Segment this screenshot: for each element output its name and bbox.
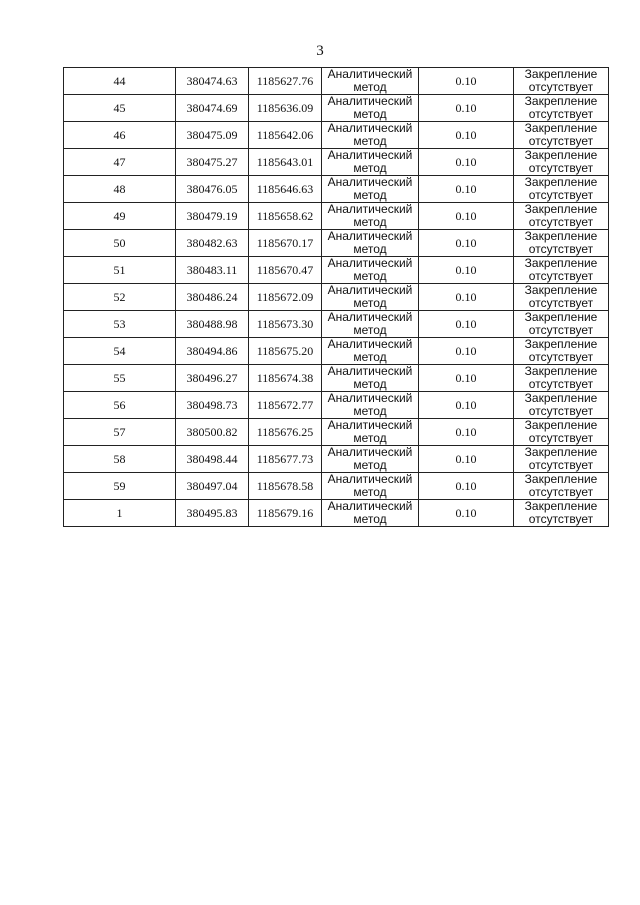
fixation-line-2: отсутствует: [528, 431, 594, 445]
fixation-line-1: Закрепление: [524, 148, 598, 162]
precision-cell: 0.10: [419, 257, 514, 284]
coordinates-table: [63, 67, 609, 527]
fixation-line-1: Закрепление: [524, 364, 598, 378]
fixation-line-2: отсутствует: [528, 134, 594, 148]
x-coordinate-cell: 380475.09: [176, 122, 249, 149]
fixation-line-2: отсутствует: [528, 404, 594, 418]
method-cell: [322, 311, 419, 338]
y-coordinate-cell: 1185670.17: [249, 230, 322, 257]
method-cell: [322, 419, 419, 446]
method-line-1: Аналитический: [327, 175, 413, 189]
fixation-line-1: Закрепление: [524, 391, 598, 405]
fixation-line-1: Закрепление: [524, 499, 598, 513]
point-number-cell: 50: [64, 230, 176, 257]
method-line-2: метод: [353, 215, 387, 229]
precision-cell: 0.10: [419, 68, 514, 95]
method-line-1: Аналитический: [327, 337, 413, 351]
x-coordinate-cell: 380495.83: [176, 500, 249, 527]
table-row: [64, 446, 609, 473]
fixation-line-1: Закрепление: [524, 283, 598, 297]
fixation-cell: [514, 203, 609, 230]
method-line-1: Аналитический: [327, 310, 413, 324]
fixation-line-2: отсутствует: [528, 269, 594, 283]
point-number-cell: 56: [64, 392, 176, 419]
y-coordinate-cell: 1185676.25: [249, 419, 322, 446]
method-line-2: метод: [353, 431, 387, 445]
method-line-2: метод: [353, 512, 387, 526]
precision-cell: 0.10: [419, 149, 514, 176]
fixation-cell: [514, 122, 609, 149]
x-coordinate-cell: 380475.27: [176, 149, 249, 176]
fixation-cell: [514, 500, 609, 527]
fixation-line-1: Закрепление: [524, 310, 598, 324]
fixation-cell: [514, 284, 609, 311]
method-line-1: Аналитический: [327, 364, 413, 378]
method-cell: [322, 365, 419, 392]
point-number-cell: 48: [64, 176, 176, 203]
method-line-1: Аналитический: [327, 391, 413, 405]
x-coordinate-cell: 380474.63: [176, 68, 249, 95]
precision-cell: 0.10: [419, 446, 514, 473]
method-line-1: Аналитический: [327, 67, 413, 81]
table-row: [64, 230, 609, 257]
y-coordinate-cell: 1185670.47: [249, 257, 322, 284]
table-row: [64, 392, 609, 419]
fixation-line-1: Закрепление: [524, 67, 598, 81]
x-coordinate-cell: 380482.63: [176, 230, 249, 257]
method-line-2: метод: [353, 377, 387, 391]
point-number-cell: 52: [64, 284, 176, 311]
fixation-cell: [514, 176, 609, 203]
method-line-1: Аналитический: [327, 229, 413, 243]
precision-cell: 0.10: [419, 338, 514, 365]
fixation-cell: [514, 338, 609, 365]
precision-cell: 0.10: [419, 500, 514, 527]
fixation-line-2: отсутствует: [528, 350, 594, 364]
fixation-line-2: отсутствует: [528, 296, 594, 310]
x-coordinate-cell: 380474.69: [176, 95, 249, 122]
precision-cell: 0.10: [419, 176, 514, 203]
method-line-2: метод: [353, 296, 387, 310]
x-coordinate-cell: 380500.82: [176, 419, 249, 446]
fixation-line-1: Закрепление: [524, 202, 598, 216]
point-number-cell: 55: [64, 365, 176, 392]
y-coordinate-cell: 1185679.16: [249, 500, 322, 527]
precision-cell: 0.10: [419, 311, 514, 338]
point-number-cell: 54: [64, 338, 176, 365]
point-number-cell: 53: [64, 311, 176, 338]
method-line-2: метод: [353, 350, 387, 364]
table-row: [64, 500, 609, 527]
fixation-cell: [514, 419, 609, 446]
y-coordinate-cell: 1185658.62: [249, 203, 322, 230]
fixation-cell: [514, 68, 609, 95]
x-coordinate-cell: 380498.44: [176, 446, 249, 473]
fixation-line-2: отсутствует: [528, 485, 594, 499]
fixation-line-2: отсутствует: [528, 458, 594, 472]
fixation-cell: [514, 446, 609, 473]
fixation-line-2: отсутствует: [528, 512, 594, 526]
y-coordinate-cell: 1185673.30: [249, 311, 322, 338]
x-coordinate-cell: 380483.11: [176, 257, 249, 284]
method-line-1: Аналитический: [327, 148, 413, 162]
precision-cell: 0.10: [419, 122, 514, 149]
method-line-2: метод: [353, 269, 387, 283]
precision-cell: 0.10: [419, 203, 514, 230]
fixation-line-1: Закрепление: [524, 229, 598, 243]
x-coordinate-cell: 380497.04: [176, 473, 249, 500]
x-coordinate-cell: 380494.86: [176, 338, 249, 365]
fixation-cell: [514, 365, 609, 392]
method-line-2: метод: [353, 80, 387, 94]
y-coordinate-cell: 1185643.01: [249, 149, 322, 176]
method-cell: [322, 176, 419, 203]
fixation-line-2: отсутствует: [528, 323, 594, 337]
method-line-1: Аналитический: [327, 202, 413, 216]
y-coordinate-cell: 1185636.09: [249, 95, 322, 122]
method-line-1: Аналитический: [327, 445, 413, 459]
table-row: [64, 284, 609, 311]
fixation-line-1: Закрепление: [524, 94, 598, 108]
y-coordinate-cell: 1185677.73: [249, 446, 322, 473]
table-row: [64, 203, 609, 230]
fixation-line-1: Закрепление: [524, 337, 598, 351]
table-body: [64, 68, 609, 527]
method-line-1: Аналитический: [327, 472, 413, 486]
precision-cell: 0.10: [419, 230, 514, 257]
y-coordinate-cell: 1185627.76: [249, 68, 322, 95]
point-number-cell: 57: [64, 419, 176, 446]
method-line-1: Аналитический: [327, 418, 413, 432]
method-cell: [322, 338, 419, 365]
method-line-2: метод: [353, 161, 387, 175]
fixation-cell: [514, 311, 609, 338]
precision-cell: 0.10: [419, 392, 514, 419]
point-number-cell: 45: [64, 95, 176, 122]
method-line-2: метод: [353, 323, 387, 337]
page-number: 3: [316, 43, 324, 59]
point-number-cell: 51: [64, 257, 176, 284]
precision-cell: 0.10: [419, 473, 514, 500]
table-row: [64, 365, 609, 392]
method-cell: [322, 68, 419, 95]
fixation-line-2: отсутствует: [528, 107, 594, 121]
fixation-cell: [514, 257, 609, 284]
fixation-line-2: отсутствует: [528, 215, 594, 229]
table-row: [64, 95, 609, 122]
table-row: [64, 257, 609, 284]
method-cell: [322, 446, 419, 473]
y-coordinate-cell: 1185678.58: [249, 473, 322, 500]
fixation-cell: [514, 230, 609, 257]
method-cell: [322, 257, 419, 284]
y-coordinate-cell: 1185646.63: [249, 176, 322, 203]
table-row: [64, 122, 609, 149]
method-line-1: Аналитический: [327, 121, 413, 135]
method-cell: [322, 500, 419, 527]
precision-cell: 0.10: [419, 365, 514, 392]
table-row: [64, 149, 609, 176]
x-coordinate-cell: 380496.27: [176, 365, 249, 392]
fixation-line-2: отсутствует: [528, 242, 594, 256]
fixation-line-1: Закрепление: [524, 445, 598, 459]
fixation-line-1: Закрепление: [524, 256, 598, 270]
method-line-2: метод: [353, 404, 387, 418]
fixation-line-2: отсутствует: [528, 161, 594, 175]
precision-cell: 0.10: [419, 95, 514, 122]
table-row: [64, 338, 609, 365]
fixation-line-1: Закрепление: [524, 175, 598, 189]
method-line-2: метод: [353, 242, 387, 256]
precision-cell: 0.10: [419, 419, 514, 446]
method-line-2: метод: [353, 134, 387, 148]
method-cell: [322, 122, 419, 149]
method-cell: [322, 149, 419, 176]
point-number-cell: 49: [64, 203, 176, 230]
x-coordinate-cell: 380486.24: [176, 284, 249, 311]
method-cell: [322, 203, 419, 230]
precision-cell: 0.10: [419, 284, 514, 311]
method-line-1: Аналитический: [327, 499, 413, 513]
method-cell: [322, 284, 419, 311]
y-coordinate-cell: 1185642.06: [249, 122, 322, 149]
point-number-cell: 58: [64, 446, 176, 473]
fixation-line-1: Закрепление: [524, 121, 598, 135]
table-row: [64, 419, 609, 446]
point-number-cell: 1: [64, 500, 176, 527]
method-cell: [322, 230, 419, 257]
point-number-cell: 44: [64, 68, 176, 95]
point-number-cell: 47: [64, 149, 176, 176]
y-coordinate-cell: 1185675.20: [249, 338, 322, 365]
fixation-cell: [514, 149, 609, 176]
fixation-line-1: Закрепление: [524, 418, 598, 432]
y-coordinate-cell: 1185674.38: [249, 365, 322, 392]
method-cell: [322, 95, 419, 122]
fixation-line-1: Закрепление: [524, 472, 598, 486]
fixation-line-2: отсутствует: [528, 377, 594, 391]
fixation-cell: [514, 473, 609, 500]
x-coordinate-cell: 380476.05: [176, 176, 249, 203]
y-coordinate-cell: 1185672.09: [249, 284, 322, 311]
method-line-2: метод: [353, 188, 387, 202]
table-row: [64, 176, 609, 203]
x-coordinate-cell: 380479.19: [176, 203, 249, 230]
point-number-cell: 59: [64, 473, 176, 500]
x-coordinate-cell: 380498.73: [176, 392, 249, 419]
fixation-cell: [514, 95, 609, 122]
method-line-1: Аналитический: [327, 256, 413, 270]
fixation-cell: [514, 392, 609, 419]
method-line-1: Аналитический: [327, 94, 413, 108]
method-line-1: Аналитический: [327, 283, 413, 297]
method-line-2: метод: [353, 485, 387, 499]
method-line-2: метод: [353, 107, 387, 121]
method-cell: [322, 473, 419, 500]
method-line-2: метод: [353, 458, 387, 472]
x-coordinate-cell: 380488.98: [176, 311, 249, 338]
point-number-cell: 46: [64, 122, 176, 149]
table-row: [64, 311, 609, 338]
fixation-line-2: отсутствует: [528, 188, 594, 202]
table-row: [64, 68, 609, 95]
table-row: [64, 473, 609, 500]
fixation-line-2: отсутствует: [528, 80, 594, 94]
method-cell: [322, 392, 419, 419]
y-coordinate-cell: 1185672.77: [249, 392, 322, 419]
